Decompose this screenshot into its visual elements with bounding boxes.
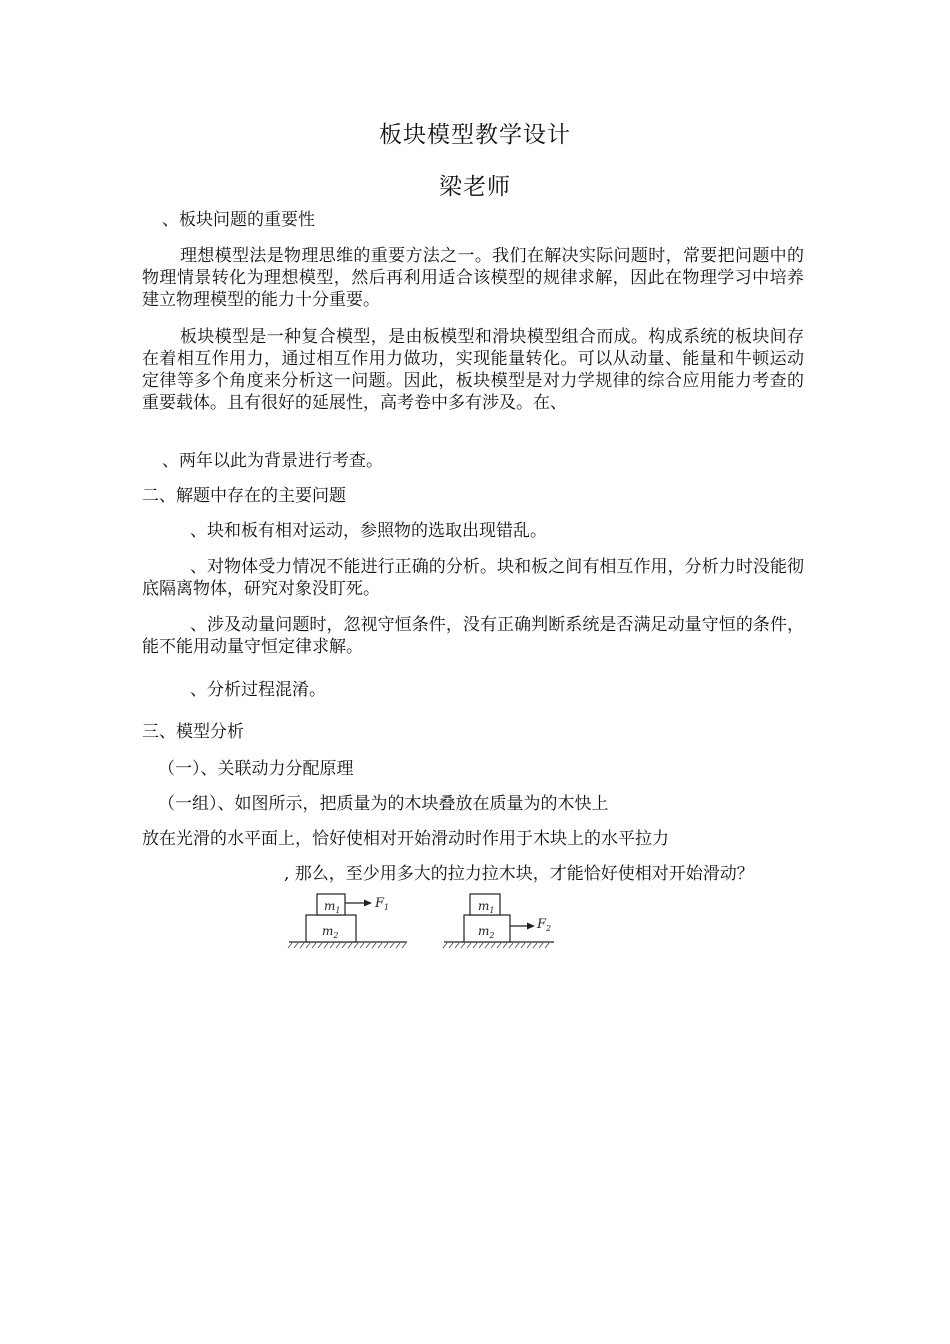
section2-item-3: 、涉及动量问题时，忽视守恒条件，没有正确判断系统是否满足动量守恒的条件，能不能用动量守恒定律求解。 bbox=[142, 615, 804, 657]
right-force-label: F bbox=[537, 917, 547, 932]
right-top-label: m bbox=[478, 899, 490, 913]
svg-text:F2 bbox=[536, 917, 551, 933]
section1-paragraph-3: 、两年以此为背景进行考查。 bbox=[162, 451, 383, 471]
group1-problem-line-3: , 那么，至少用多大的拉力拉木块，才能恰好使相对开始滑动？ bbox=[284, 864, 754, 884]
block-board-figure bbox=[284, 886, 564, 950]
right-bottom-subscript: 2 bbox=[489, 931, 495, 940]
author-name: 梁老师 bbox=[439, 174, 511, 200]
right-top-subscript: 1 bbox=[489, 906, 495, 915]
section2-item-4: 、分析过程混淆。 bbox=[190, 680, 326, 700]
section1-paragraph-1: 理想模型法是物理思维的重要方法之一。我们在解决实际问题时，常要把问题中的物理情景转化为理想模型，然后再利用适合该模型的规律求解，因此在物理学习中培养建立物理模型的能力十分重要。 bbox=[142, 246, 804, 310]
section3-subheading: （一）、关联动力分配原理 bbox=[158, 759, 354, 779]
left-bottom-subscript: 2 bbox=[333, 931, 339, 940]
section2-item-1: 、块和板有相对运动，参照物的选取出现错乱。 bbox=[190, 521, 547, 541]
section1-heading: 、板块问题的重要性 bbox=[162, 210, 315, 230]
section2-heading: 二、解题中存在的主要问题 bbox=[142, 486, 346, 506]
left-top-label: m bbox=[324, 899, 336, 913]
left-bottom-label: m bbox=[322, 924, 334, 938]
svg-text:F1 bbox=[374, 896, 389, 912]
figure-left bbox=[288, 894, 407, 948]
left-force-subscript: 1 bbox=[384, 903, 390, 912]
right-bottom-label: m bbox=[478, 924, 490, 938]
section2-item-2: 、对物体受力情况不能进行正确的分析。块和板之间有相互作用，分析力时没能彻底隔离物体，研究对象没盯死。 bbox=[142, 557, 804, 599]
section3-heading: 三、模型分析 bbox=[142, 722, 244, 742]
figure-right bbox=[443, 894, 554, 948]
group1-problem-line-1: （一组）、如图所示，把质量为的木块叠放在质量为的木快上 bbox=[158, 794, 609, 814]
right-force-subscript: 2 bbox=[546, 924, 552, 933]
left-force-label: F bbox=[375, 896, 385, 911]
section1-paragraph-2: 板块模型是一种复合模型，是由板模型和滑块模型组合而成。构成系统的板块间存在着相互作用力，通过相互作用力做功，实现能量转化。可以从动量、能量和牛顿运动定律等多个角度来分析这一问题。因此，板块模型是对力学规律的综合应用能力考查的重要载体。且有很好的延展性，高考卷中多有涉及。在、 bbox=[142, 327, 804, 413]
group1-problem-line-2: 放在光滑的水平面上，恰好使相对开始滑动时作用于木块上的水平拉力 bbox=[142, 829, 669, 849]
left-top-subscript: 1 bbox=[335, 906, 341, 915]
document-title: 板块模型教学设计 bbox=[379, 122, 571, 148]
